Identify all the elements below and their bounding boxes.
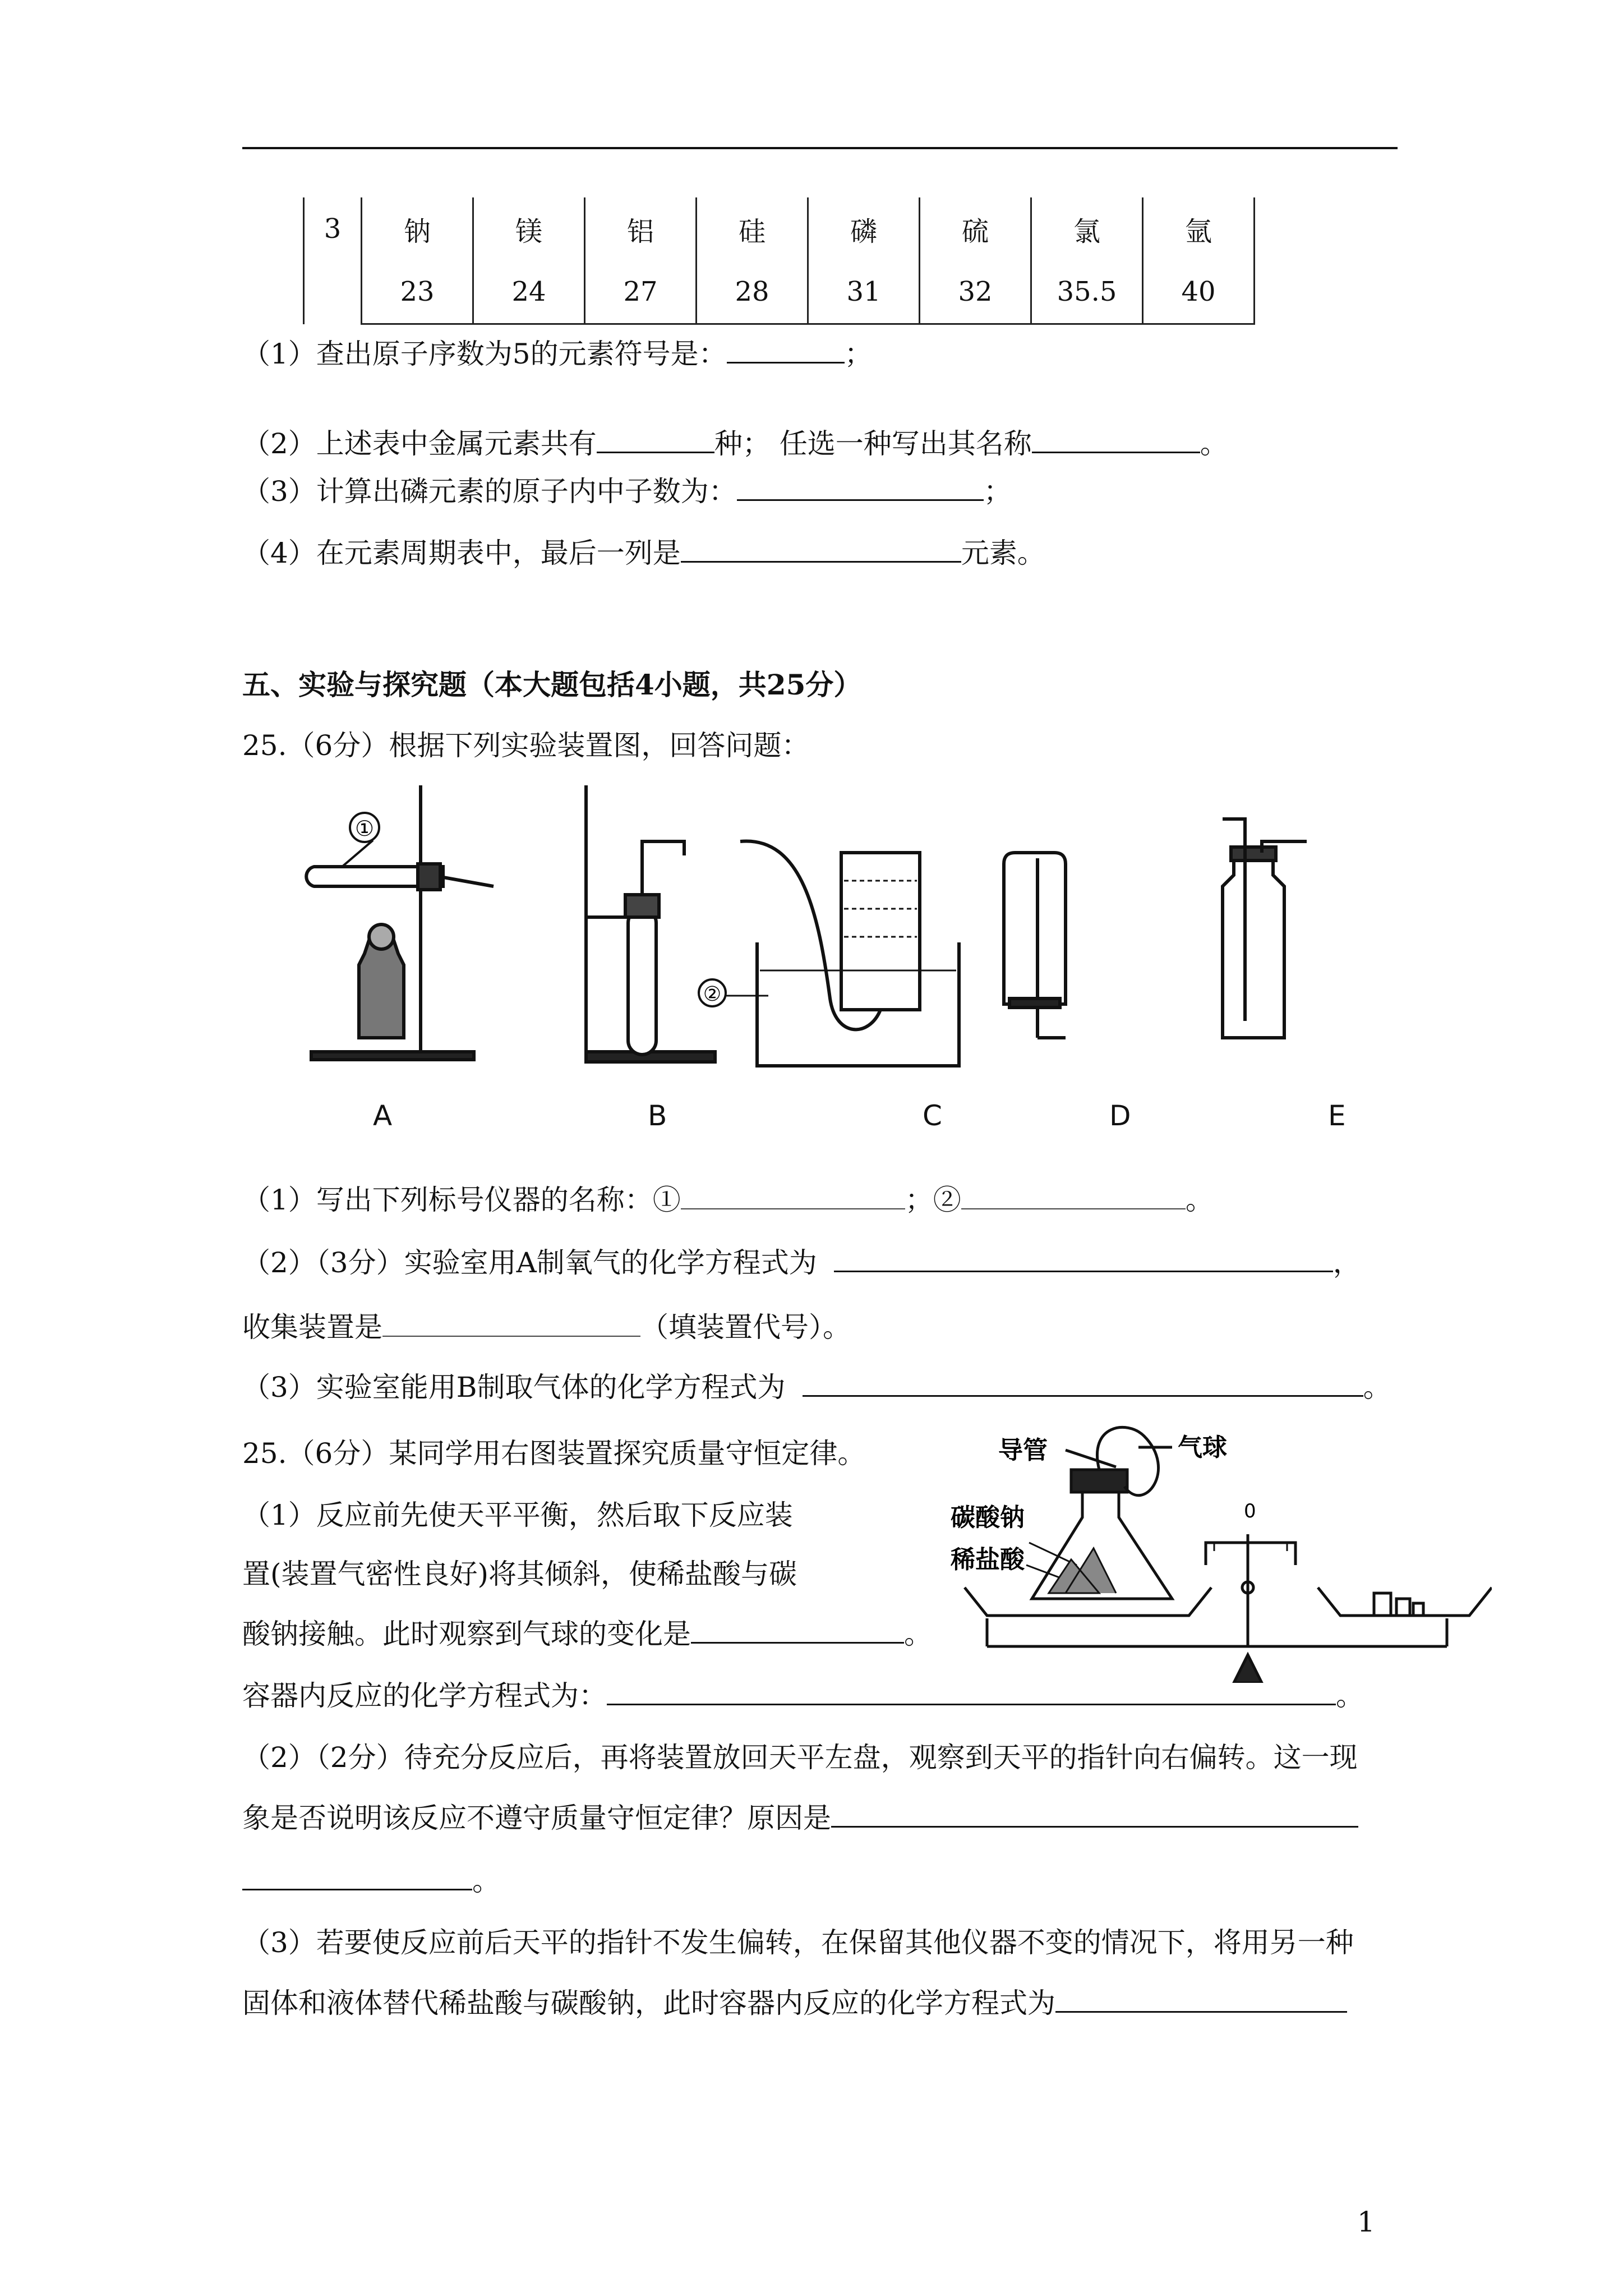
q25b-line1: （1）反应前先使天平平衡，然后取下反应装: [242, 1499, 793, 1531]
answer-blank[interactable]: [727, 338, 845, 364]
answer-blank[interactable]: [681, 537, 961, 563]
periodic-table-row-3: [303, 197, 1255, 325]
element-cell: 氩: [1143, 197, 1255, 260]
label-d: D: [1109, 1099, 1131, 1132]
mass-cell: 31: [808, 260, 920, 324]
element-cell: 硫: [920, 197, 1031, 260]
answer-blank[interactable]: [961, 1185, 1186, 1209]
mass-cell: 24: [473, 260, 585, 324]
element-cell: 铝: [585, 197, 697, 260]
answer-blank[interactable]: [803, 1372, 1363, 1397]
element-cell: 钠: [362, 197, 473, 260]
q25b-line9: 固体和液体替代稀盐酸与碳酸钠，此时容器内反应的化学方程式为: [242, 1986, 1347, 2021]
element-cell: 镁: [473, 197, 585, 260]
label-a: A: [373, 1099, 393, 1132]
q24-sub3: （3）计算出磷元素的原子内中子数为： ；: [242, 475, 1012, 508]
element-cell: 磷: [808, 197, 920, 260]
apparatus-d: [1004, 853, 1066, 1038]
label-tube: 导管: [998, 1436, 1048, 1465]
mass-cell: 40: [1143, 260, 1255, 324]
apparatus-b: [586, 785, 715, 1062]
mass-cell: 28: [697, 260, 808, 324]
mass-cell: 35.5: [1031, 260, 1143, 324]
answer-blank[interactable]: [831, 1802, 1358, 1828]
q25b-line4: 容器内反应的化学方程式为： 。: [242, 1680, 1364, 1712]
page-number: 1: [1357, 2206, 1375, 2238]
q25a-sub3: （3）实验室能用B制取气体的化学方程式为 。: [242, 1371, 1391, 1404]
answer-blank[interactable]: [382, 1312, 640, 1337]
apparatus-figure: [280, 774, 1402, 1088]
label-b: B: [648, 1099, 667, 1132]
marker-1: ①: [354, 816, 375, 841]
apparatus-e: [1223, 819, 1307, 1038]
scale-zero: 0: [1244, 1500, 1256, 1522]
label-na2co3: 碳酸钠: [951, 1503, 1025, 1532]
answer-blank[interactable]: [1032, 428, 1200, 453]
period-number: 3: [304, 197, 362, 324]
q25b-line3: 酸钠接触。此时观察到气球的变化是 。: [242, 1618, 932, 1650]
answer-blank[interactable]: [737, 476, 984, 501]
marker-2: ②: [703, 983, 722, 1006]
element-cell: 硅: [697, 197, 808, 260]
q25b-intro: 25.（6分）某同学用右图装置探究质量守恒定律。: [242, 1437, 866, 1470]
mass-cell: 23: [362, 260, 473, 324]
q25a-sub2-cont: 收集装置是 （填装置代号）。: [242, 1311, 851, 1343]
q25a-sub1: （1）写出下列标号仪器的名称：① ；② 。: [242, 1184, 1214, 1216]
element-cell: 氯: [1031, 197, 1143, 260]
section-heading: 五、实验与探究题（本大题包括4小题，共25分）: [242, 668, 862, 701]
answer-blank[interactable]: [597, 428, 714, 453]
table-row-masses: [304, 260, 1255, 324]
q25b-line7: 。: [242, 1864, 500, 1898]
answer-blank[interactable]: [1055, 1987, 1347, 2013]
answer-blank[interactable]: [681, 1185, 905, 1209]
q25a-intro: 25.（6分）根据下列实验装置图，回答问题：: [242, 729, 810, 762]
weights-pan: [1318, 1588, 1492, 1616]
header-rule: [242, 147, 1398, 149]
q25a-sub2: （2）（3分）实验室用A制氧气的化学方程式为 ，: [242, 1246, 1361, 1279]
answer-blank[interactable]: [691, 1618, 904, 1644]
answer-blank[interactable]: [242, 1865, 472, 1890]
mass-cell: 27: [585, 260, 697, 324]
balance-figure: [931, 1425, 1492, 1683]
q24-sub4: （4）在元素周期表中，最后一列是 元素。: [242, 537, 1045, 569]
label-hcl: 稀盐酸: [951, 1545, 1025, 1574]
table-row-elements: [304, 197, 1255, 260]
mass-cell: 32: [920, 260, 1031, 324]
answer-blank[interactable]: [834, 1247, 1333, 1272]
q25b-line2: 置(装置气密性良好)将其倾斜，使稀盐酸与碳: [242, 1558, 797, 1590]
label-balloon: 气球: [1178, 1433, 1227, 1462]
q25b-line5: （2）（2分）待充分反应后，再将装置放回天平左盘，观察到天平的指针向右偏转。这一现: [242, 1741, 1358, 1774]
apparatus-c: [740, 841, 959, 1066]
answer-blank[interactable]: [607, 1680, 1336, 1705]
q24-sub1: （1）查出原子序数为5的元素符号是： ；: [242, 338, 873, 370]
q25b-line8: （3）若要使反应前后天平的指针不发生偏转，在保留其他仪器不变的情况下，将用另一种: [242, 1926, 1354, 1959]
label-c: C: [923, 1099, 942, 1132]
label-e: E: [1328, 1099, 1346, 1132]
q24-sub2: （2）上述表中金属元素共有 种； 任选一种写出其名称 。: [242, 427, 1228, 460]
q25b-line6: 象是否说明该反应不遵守质量守恒定律？原因是: [242, 1801, 1358, 1835]
apparatus-a: [306, 785, 494, 1060]
